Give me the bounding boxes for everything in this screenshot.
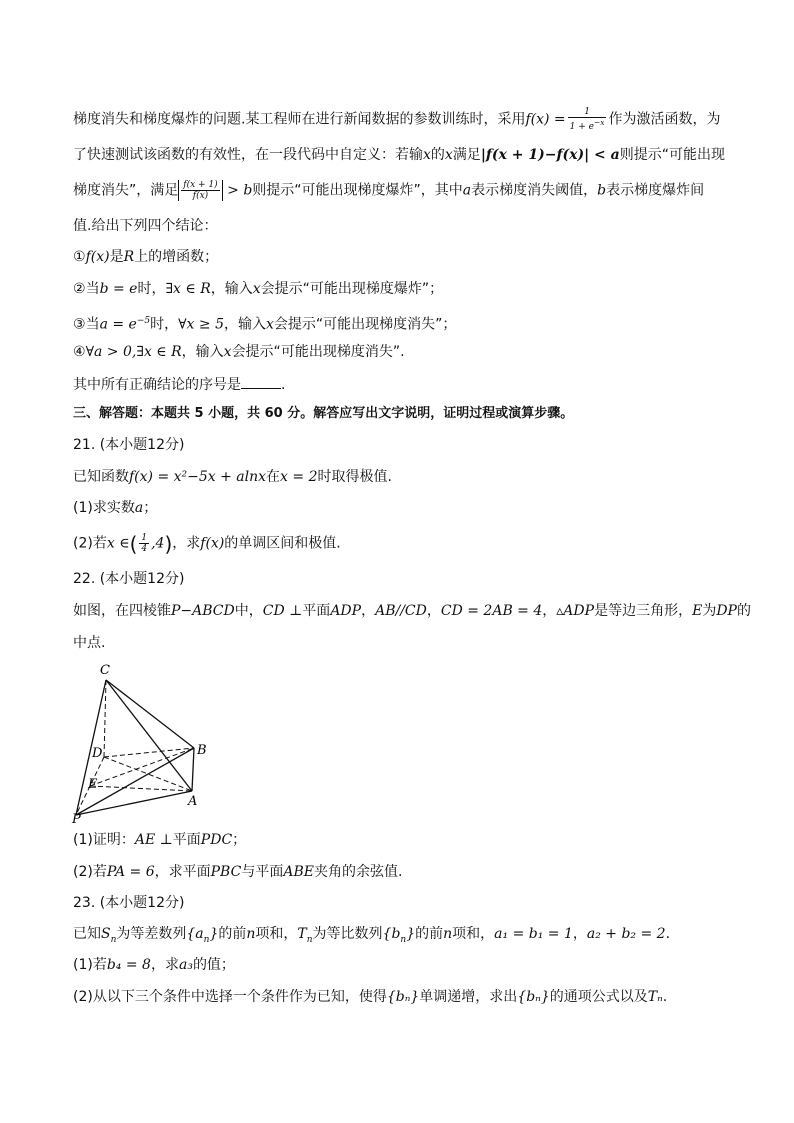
q20-line-3: 梯度消失”，满足 $\frac{f(x + 1)}{f(x)}$ > b则提示“可能出现梯度爆炸”，其中a表示梯度消失阈值，b表示梯度爆炸间 xyxy=(73,180,705,201)
condition-explode: $\frac{f(x + 1)}{f(x)}$ xyxy=(178,180,222,201)
condition-vanish: |f(x + 1)−f(x)| < a xyxy=(480,147,620,163)
fraction-sigmoid: $\frac{1}{1 + e^{-x}}$ xyxy=(569,107,605,132)
q23-header: 23. (本小题12分) xyxy=(73,895,185,911)
q22-part-1: (1)证明：AE ⊥平面PDC； xyxy=(73,832,247,848)
label-D: D xyxy=(92,746,103,761)
q20-line-4: 值.给出下列四个结论： xyxy=(73,218,218,234)
label-E: E xyxy=(88,777,98,792)
q20-conclusion-1: ①f(x)是R上的增函数； xyxy=(73,249,219,265)
segment-EB xyxy=(90,748,194,786)
label-B: B xyxy=(197,743,207,758)
q22-part-2: (2)若PA = 6，求平面PBC与平面ABE夹角的余弦值. xyxy=(73,864,403,880)
q20-conclusion-3: ③当$a = e^{-5}$时，∀x ≥ 5，输入x会提示“可能出现梯度消失”； xyxy=(73,316,457,333)
q21-header: 21. (本小题12分) xyxy=(73,437,185,453)
answer-blank[interactable] xyxy=(241,374,281,389)
section-3-heading: 三、解答题：本题共 5 小题，共 60 分。解答应写出文字说明，证明过程或演算步骤。 xyxy=(73,406,574,421)
label-A: A xyxy=(188,794,198,809)
q23-part-1: (1)若b₄ = 8，求a₃的值； xyxy=(73,957,235,973)
q21-part-2: (2)若x ∈( $\frac{1}{4}$ ,4)，求f(x)的单调区间和极值. xyxy=(73,531,341,556)
q20-line-2: 了快速测试该函数的有效性，在一段代码中自定义：若输x的x满足|f(x + 1)−f(x)| < a则提示“可能出现 xyxy=(73,147,725,163)
q23-part-2: (2)从以下三个条件中选择一个条件作为已知，使得{bₙ}单调递增，求出{bₙ}的通项公式以及Tₙ. xyxy=(73,989,668,1005)
edge-CD xyxy=(104,680,106,757)
q20-conclusion-2: ②当b = e时，∃x ∈ R，输入x会提示“可能出现梯度爆炸”； xyxy=(73,281,444,297)
q22-header: 22. (本小题12分) xyxy=(73,571,185,587)
q23-stem: 已知$S_n$为等差数列$\{a_n\}$的前n项和，$T_n$为等比数列$\{b_n\}$的前n项和，a₁ = b₁ = 1，a₂ + b₂ = 2. xyxy=(73,926,671,945)
q20-conclusion-4: ④∀a > 0,∃x ∈ R，输入x会提示“可能出现梯度消失”. xyxy=(73,344,405,360)
edge-PA xyxy=(76,791,192,815)
q21-stem: 已知函数f(x) = x²−5x + alnx在x = 2时取得极值. xyxy=(73,469,392,485)
q20-answer-prompt: 其中所有正确结论的序号是 . xyxy=(73,374,723,395)
segment-AE xyxy=(90,786,192,791)
q22-stem-line-2: 中点. xyxy=(73,635,106,651)
edge-AB xyxy=(192,748,194,791)
label-C: C xyxy=(100,663,110,678)
formula-f: f(x) = xyxy=(525,111,566,128)
q22-stem-line-1: 如图，在四棱锥P−ABCD中，CD ⊥平面ADP，AB//CD，CD = 2AB = 4，▵ADP是等边三角形，E为DP的 xyxy=(73,603,751,619)
label-P: P xyxy=(72,812,81,825)
pyramid-figure xyxy=(70,660,230,825)
q20-line-1: 梯度消失和梯度爆炸的问题.某工程师在进行新闻数据的参数训练时，采用f(x) = $\frac{1}{1 + e^{-x}}$ 作为激活函数，为 xyxy=(73,107,721,132)
q21-part-1: (1)求实数a； xyxy=(73,500,158,516)
